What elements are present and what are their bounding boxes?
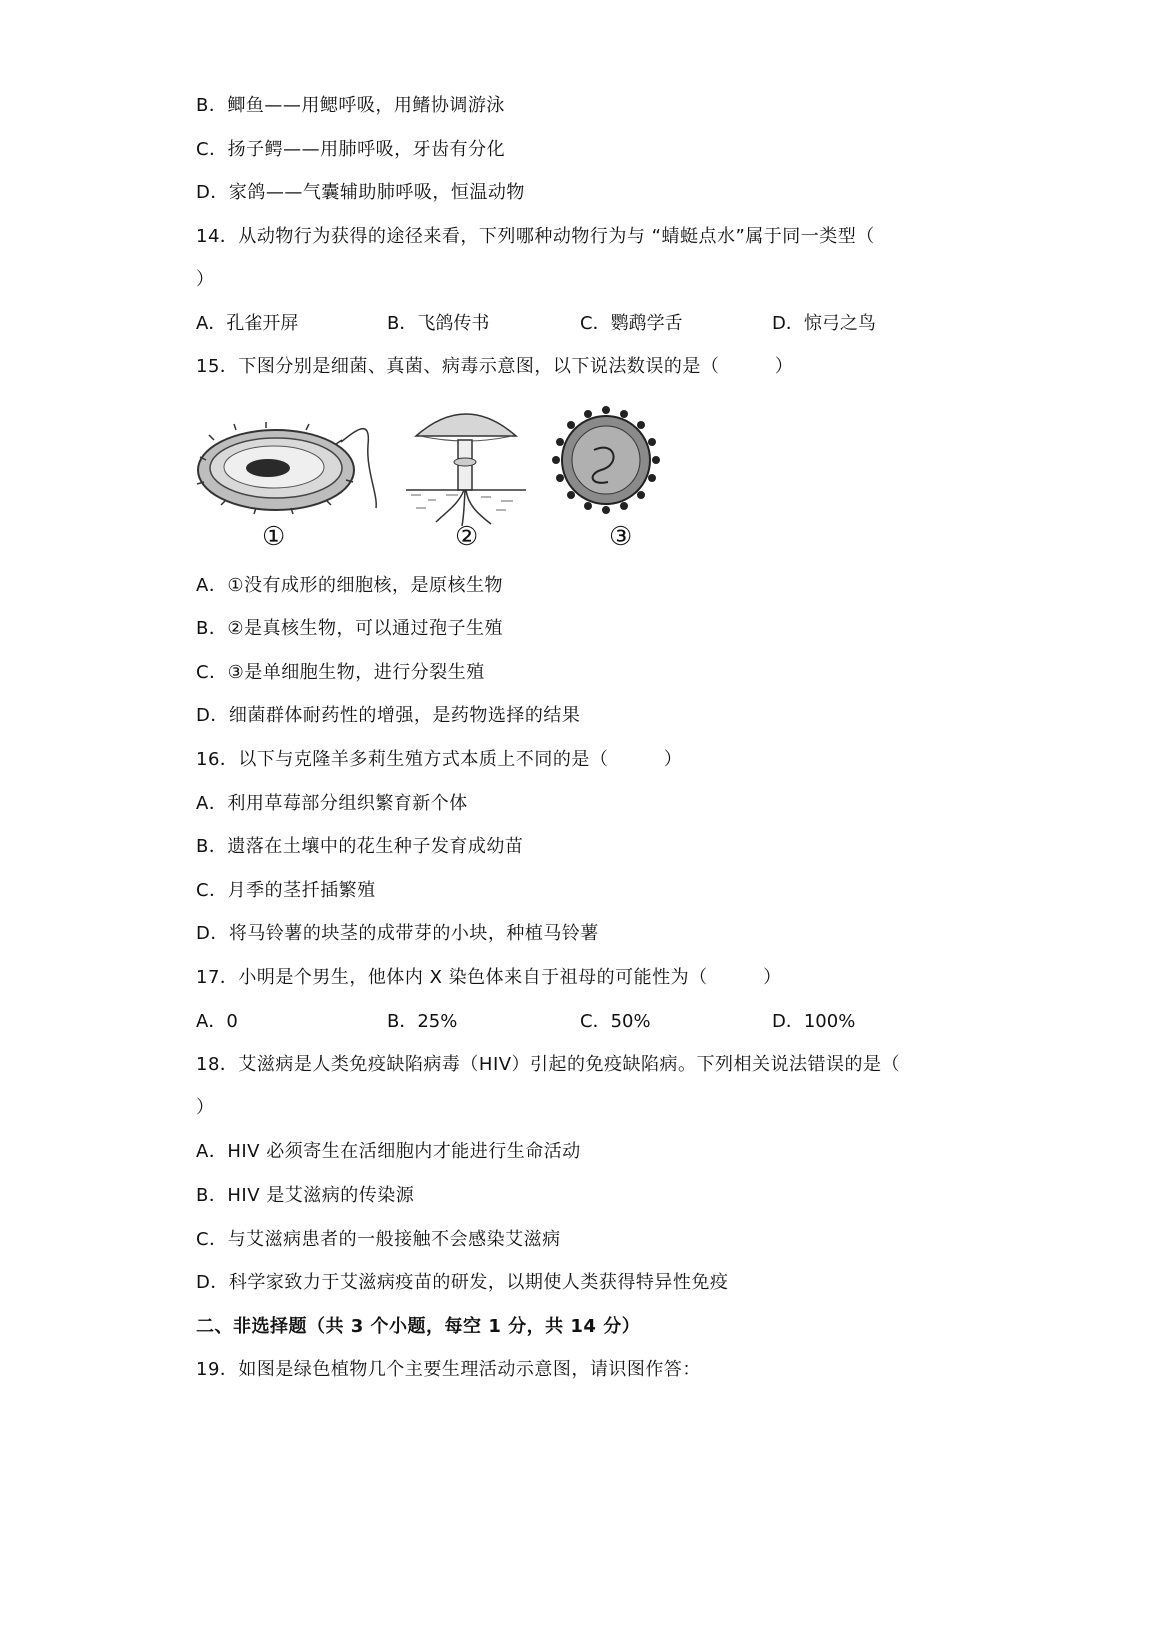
q17-option-b: B．25% [387,1011,458,1032]
q17-option-c: C．50% [580,1011,651,1032]
q15-option-c: C．③是单细胞生物，进行分裂生殖 [196,662,485,683]
figure-label-3: ③ [609,522,633,552]
section-heading: 二、非选择题（共 3 个小题，每空 1 分，共 14 分） [196,1316,641,1337]
figure-label-2: ② [455,522,479,552]
q17-stem: 17．小明是个男生，他体内 X 染色体来自于祖母的可能性为（ ） [196,967,782,988]
virus-illustration [552,406,660,514]
q15-stem: 15．下图分别是细菌、真菌、病毒示意图，以下说法数误的是（ ） [196,356,794,377]
q14-option-d: D．惊弓之鸟 [772,313,876,334]
mushroom-illustration [406,414,526,526]
q14-option-b: B．飞鸽传书 [387,313,490,334]
bacterium-illustration [197,422,376,514]
q18-option-b: B．HIV 是艾滋病的传染源 [196,1185,415,1206]
figure-label-1: ① [262,522,286,552]
q18-stem: 18．艾滋病是人类免疫缺陷病毒（HIV）引起的免疫缺陷病。下列相关说法错误的是（ [196,1054,901,1075]
q18-stem-close: ） [196,1097,215,1118]
q14-stem: 14．从动物行为获得的途径来看，下列哪种动物行为与 “蜻蜓点水”属于同一类型（ [196,226,875,247]
q15-option-a: A．①没有成形的细胞核，是原核生物 [196,575,503,596]
q17-option-a: A．0 [196,1011,238,1032]
q13-option-b: B．鲫鱼——用鳃呼吸，用鳍协调游泳 [196,95,505,116]
q16-option-c: C．月季的茎扦插繁殖 [196,880,376,901]
q13-option-c: C．扬子鳄——用肺呼吸，牙齿有分化 [196,139,506,160]
q18-option-a: A．HIV 必须寄生在活细胞内才能进行生命活动 [196,1141,581,1162]
q16-option-a: A．利用草莓部分组织繁育新个体 [196,793,468,814]
q14-stem-close: ） [196,269,215,290]
q16-stem: 16．以下与克隆羊多莉生殖方式本质上不同的是（ ） [196,749,683,770]
q15-option-d: D．细菌群体耐药性的增强，是药物选择的结果 [196,705,581,726]
q18-option-d: D．科学家致力于艾滋病疫苗的研发，以期使人类获得特异性免疫 [196,1272,729,1293]
q16-option-b: B．遗落在土壤中的花生种子发育成幼苗 [196,836,524,857]
q14-option-a: A．孔雀开屏 [196,313,299,334]
q15-figure [196,400,696,536]
q16-option-d: D．将马铃薯的块茎的成带芽的小块，种植马铃薯 [196,923,599,944]
q13-option-d: D．家鸽——气囊辅助肺呼吸，恒温动物 [196,182,525,203]
q18-option-c: C．与艾滋病患者的一般接触不会感染艾滋病 [196,1229,561,1250]
q19-stem: 19．如图是绿色植物几个主要生理活动示意图，请识图作答： [196,1359,701,1380]
q15-option-b: B．②是真核生物，可以通过孢子生殖 [196,618,503,639]
q17-option-d: D．100% [772,1011,856,1032]
q14-option-c: C．鹦鹉学舌 [580,313,683,334]
